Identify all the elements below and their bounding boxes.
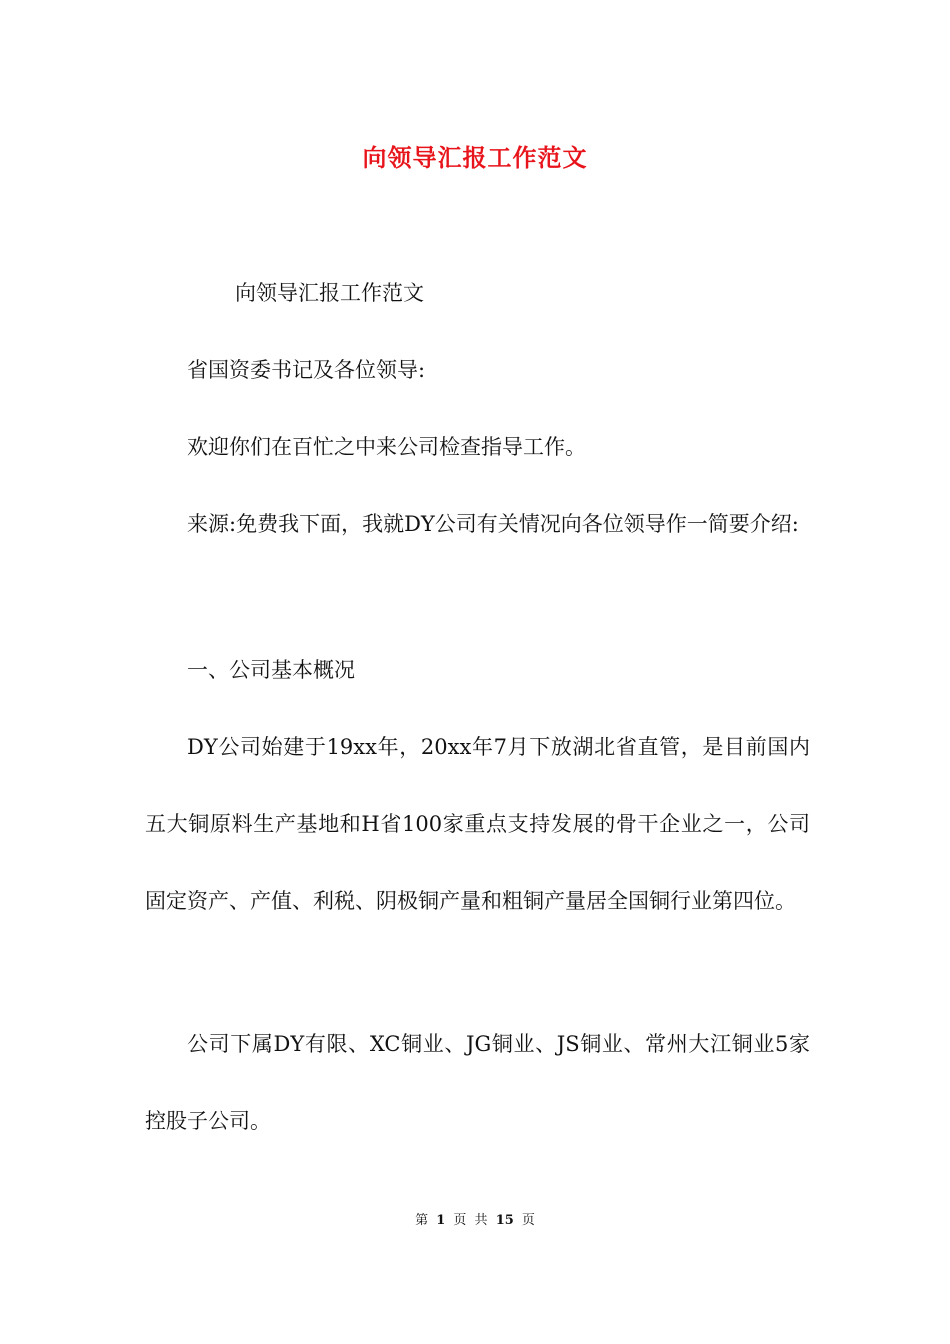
paragraph-welcome: 欢迎你们在百忙之中来公司检查指导工作。 <box>187 435 586 459</box>
section-heading: 一、公司基本概况 <box>187 658 355 682</box>
paragraph-overview: DY公司始建于19xx年，20xx年7月下放湖北省直管，是目前国内五大铜原料生产基地和H省100家重点支持发展的骨干企业之一，公司固定资产、产值、利税、阴极铜产量和粗铜产量居全国铜行业第四位。 <box>145 735 810 913</box>
footer-suffix: 页 <box>521 1213 535 1228</box>
footer-page-number: 1 <box>436 1213 446 1228</box>
footer-middle: 页 共 <box>453 1213 488 1228</box>
paragraph-subsidiaries: 公司下属DY有限、XC铜业、JG铜业、JS铜业、常州大江铜业5家控股子公司。 <box>145 1032 810 1133</box>
footer-total-pages: 15 <box>495 1213 514 1228</box>
document-title: 向领导汇报工作范文 <box>362 143 588 172</box>
page-footer <box>0 1209 950 1228</box>
paragraph-intro: 来源:免费我下面，我就DY公司有关情况向各位领导作一简要介绍: <box>187 512 799 536</box>
footer-prefix: 第 <box>415 1213 429 1228</box>
paragraph-salutation: 省国资委书记及各位领导: <box>187 358 426 382</box>
paragraph-subtitle: 向领导汇报工作范文 <box>235 281 424 305</box>
